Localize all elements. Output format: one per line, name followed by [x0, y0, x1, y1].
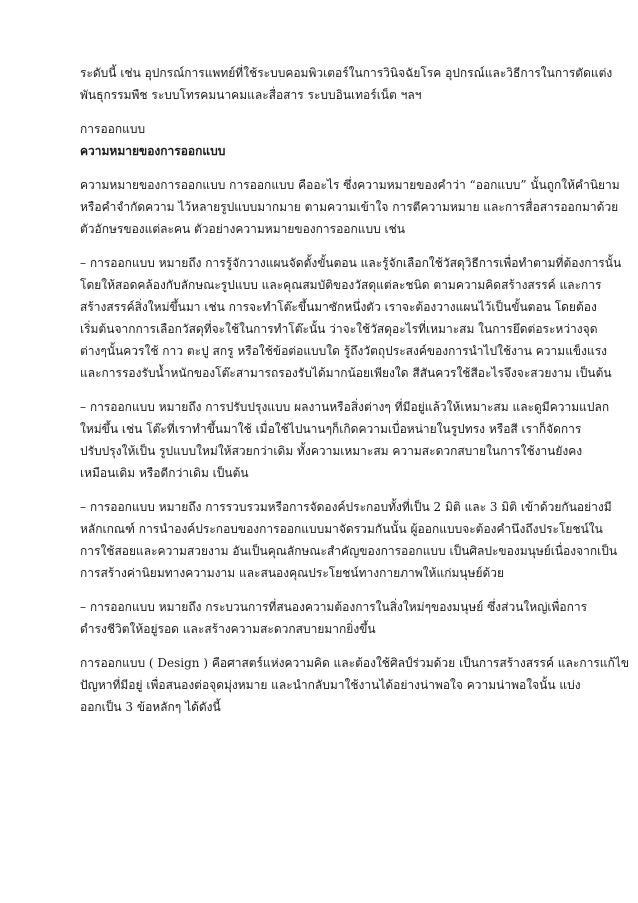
design-summary-paragraph: [80, 652, 630, 718]
text-line: – การออกแบบ หมายถึง การรวบรวมหรือการจัดองค์ประกอบทั้งที่เป็น 2 มิติ และ 3 มิติ เข้าด้วยกันอย่างมี: [80, 500, 612, 514]
text-line: ออกเป็น 3 ข้อหลักๆ ได้ดังนี้: [80, 700, 221, 714]
text-line: ปรับปรุงให้เป็น รูปแบบใหม่ให้สวยกว่าเดิม ทั้งความเหมาะสม ความสะดวกสบายในการใช้งานยังคง: [80, 444, 583, 458]
text-line: เหมือนเดิม หรือดีกว่าเดิม เป็นต้น: [80, 466, 249, 480]
definition-paragraph: [80, 174, 620, 240]
text-line: การใช้สอยและความสวยงาม อันเป็นคุณลักษณะสำคัญของการออกแบบ เป็นศิลปะของมนุษย์เนื่องจากเป็น: [80, 544, 618, 558]
definition-item-paragraph: [80, 252, 622, 384]
text-line: เริ่มต้นจากการเลือกวัสดุที่จะใช้ในการทำโต๊ะนั้น ว่าจะใช้วัสดุอะไรที่เหมาะสม ในการยึดต่อระหว่างจุด: [80, 322, 598, 336]
subsection-title: ความหมายของการออกแบบ: [80, 144, 226, 158]
text-line: สร้างสรรค์สิ่งใหม่ขึ้นมา เช่น การจะทำโต๊ะขึ้นมาซักหนึ่งตัว เราจะต้องวางแผนไว้เป็นขั้นตอน โดยต้อง: [80, 300, 597, 314]
text-line: และการรองรับน้ำหนักของโต๊ะสามารถรองรับได้มากน้อยเพียงใด สีสันควรใช้สีอะไรจึงจะสวยงาม เป็นต้น: [80, 366, 612, 380]
definition-item-paragraph: [80, 396, 610, 484]
text-line: – การออกแบบ หมายถึง กระบวนการที่สนองความต้องการในสิ่งใหม่ๆของมนุษย์ ซึ่งส่วนใหญ่เพื่อการ: [80, 600, 588, 614]
text-line: ต่างๆนั้นควรใช้ กาว ตะปู สกรู หรือใช้ข้อต่อแบบใด รู้ถึงวัตถุประสงค์ของการนำไปใช้งาน ความแข็งแรง: [80, 344, 608, 358]
intro-paragraph: [80, 62, 613, 106]
section-title: การออกแบบ: [80, 122, 146, 136]
text-line: ตัวอักษรของแต่ละคน ตัวอย่างความหมายของการออกแบบ เช่น: [80, 222, 406, 236]
definition-item-paragraph: [80, 496, 618, 584]
document-body: [80, 62, 630, 730]
text-line: หลักเกณฑ์ การนำองค์ประกอบของการออกแบบมาจัดรวมกันนั้น ผู้ออกแบบจะต้องคำนึงถึงประโยชน์ใน: [80, 522, 603, 536]
text-line: การออกแบบ ( Design ) คือศาสตร์แห่งความคิด และต้องใช้ศิลป์ร่วมด้วย เป็นการสร้างสรรค์ และการแก้ไข: [80, 656, 630, 670]
text-line: ระดับนี้ เช่น อุปกรณ์การแพทย์ที่ใช้ระบบคอมพิวเตอร์ในการวินิจฉัยโรค อุปกรณ์และวิธีการในการตัดแต่ง: [80, 66, 613, 80]
definition-item-paragraph: [80, 596, 588, 640]
text-line: – การออกแบบ หมายถึง การปรับปรุงแบบ ผลงานหรือสิ่งต่างๆ ที่มีอยู่แล้วให้เหมาะสม และดูมีความแปลก: [80, 400, 610, 414]
text-line: ความหมายของการออกแบบ การออกแบบ คืออะไร ซึ่งความหมายของคำว่า “ออกแบบ” นั้นถูกให้คำนิยาม: [80, 178, 620, 192]
text-line: ปัญหาที่มีอยู่ เพื่อสนองต่อจุดมุ่งหมาย และนำกลับมาใช้งานได้อย่างน่าพอใจ ความน่าพอใจนั้น แบ่ง: [80, 678, 581, 692]
text-line: การสร้างค่านิยมทางความงาม และสนองคุณประโยชน์ทางกายภาพให้แก่มนุษย์ด้วย: [80, 566, 505, 580]
text-line: ใหม่ขึ้น เช่น โต๊ะที่เราทำขึ้นมาใช้ เมื่อใช้ไปนานๆก็เกิดความเบื่อหน่ายในรูปทรง หรือสี เราก็จัดการ: [80, 422, 582, 436]
text-line: ดำรงชีวิตให้อยู่รอด และสร้างความสะดวกสบายมากยิ่งขึ้น: [80, 622, 376, 636]
text-line: โดยให้สอดคล้องกับลักษณะรูปแบบ และคุณสมบัติของวัสดุแต่ละชนิด ตามความคิดสร้างสรรค์ และการ: [80, 278, 602, 292]
text-line: – การออกแบบ หมายถึง การรู้จักวางแผนจัดตั้งขั้นตอน และรู้จักเลือกใช้วัสดุวิธีการเพื่อทำตามที่ต้องการนั้น: [80, 256, 622, 270]
text-line: หรือคำจำกัดความ ไว้หลายรูปแบบมากมาย ตามความเข้าใจ การตีความหมาย และการสื่อสารออกมาด้วย: [80, 200, 619, 214]
text-line: พันธุกรรมพืช ระบบโทรคมนาคมและสื่อสาร ระบบอินเทอร์เน็ต ฯลฯ: [80, 88, 422, 102]
